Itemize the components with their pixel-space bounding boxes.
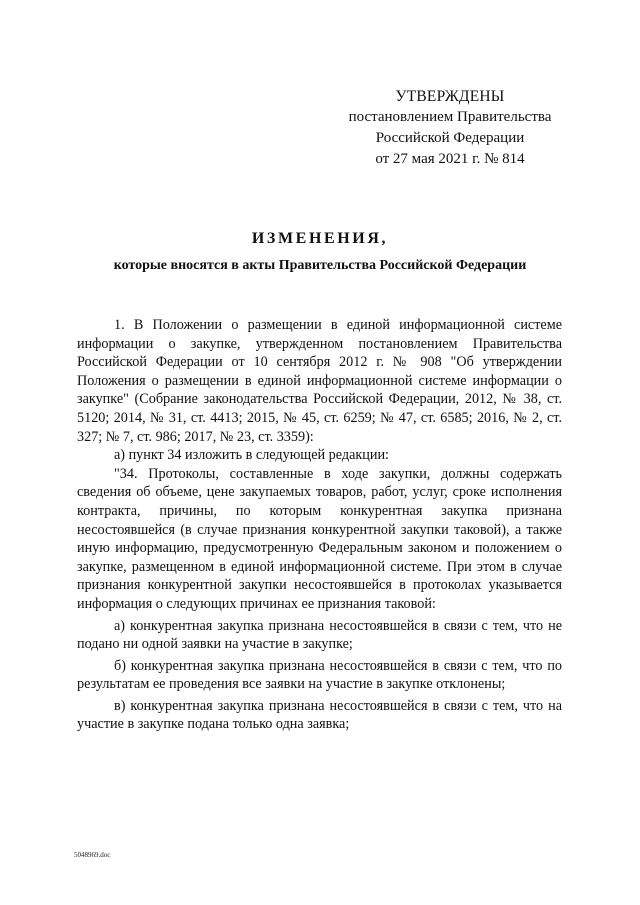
paragraph-3: "34. Протоколы, составленные в ходе закупки, должны содержать сведения об объеме, цене закупаемых товаров, работ, услуг, сроке исполнения контракта, причины, по которым конкурентная закупка признана несостоявшейся (в случае признания конкурентной закупки таковой), а также иную информацию, предусмотренную Федеральным законом и положением о закупке, размещенном в единой информационной системе. При этом в случае признания конкурентной закупки несостоявшейся в протоколах указывается информация о следующих причинах ее признания таковой: bbox=[77, 465, 562, 612]
paragraph-6: в) конкурентная закупка признана несостоявшейся в связи с тем, что на участие в закупке подана только одна заявка; bbox=[77, 697, 562, 733]
approval-line-2: Российской Федерации bbox=[375, 130, 525, 146]
paragraph-2: а) пункт 34 изложить в следующей редакции: bbox=[114, 447, 389, 464]
approval-line-1: постановлением Правительства bbox=[348, 109, 552, 125]
approval-line-3: от 27 мая 2021 г. № 814 bbox=[375, 151, 525, 167]
paragraph-4: а) конкурентная закупка признана несостоявшейся в связи с тем, что не подано ни одной заявки на участие в закупке; bbox=[77, 617, 562, 653]
paragraph-1: 1. В Положении о размещении в единой информационной системе информации о закупке, утвержденном постановлением Правительства Российской Федерации от 10 сентября 2012 г. № 908 "Об утверждении Положения о размещении в единой информационной системе информации о закупке" (Собрание законодательства Российской Федерации, 2012, № 38, ст. 5120; 2014, № 31, ст. 4413; 2015, № 45, ст. 6259; № 47, ст. 6585; 2016, № 2, ст. 327; № 7, ст. 986; 2017, № 23, ст. 3359): bbox=[77, 317, 562, 445]
approval-block bbox=[340, 86, 560, 170]
document-code: 5048969.doc bbox=[74, 851, 111, 859]
document-body bbox=[77, 316, 562, 734]
approval-title: УТВЕРЖДЕНЫ bbox=[395, 88, 505, 105]
document-title: ИЗМЕНЕНИЯ, bbox=[251, 230, 389, 247]
paragraph-5: б) конкурентная закупка признана несостоявшейся в связи с тем, что по результатам ее проведения все заявки на участие в закупке отклонены; bbox=[77, 657, 562, 693]
document-subtitle: которые вносятся в акты Правительства Российской Федерации bbox=[113, 258, 527, 273]
